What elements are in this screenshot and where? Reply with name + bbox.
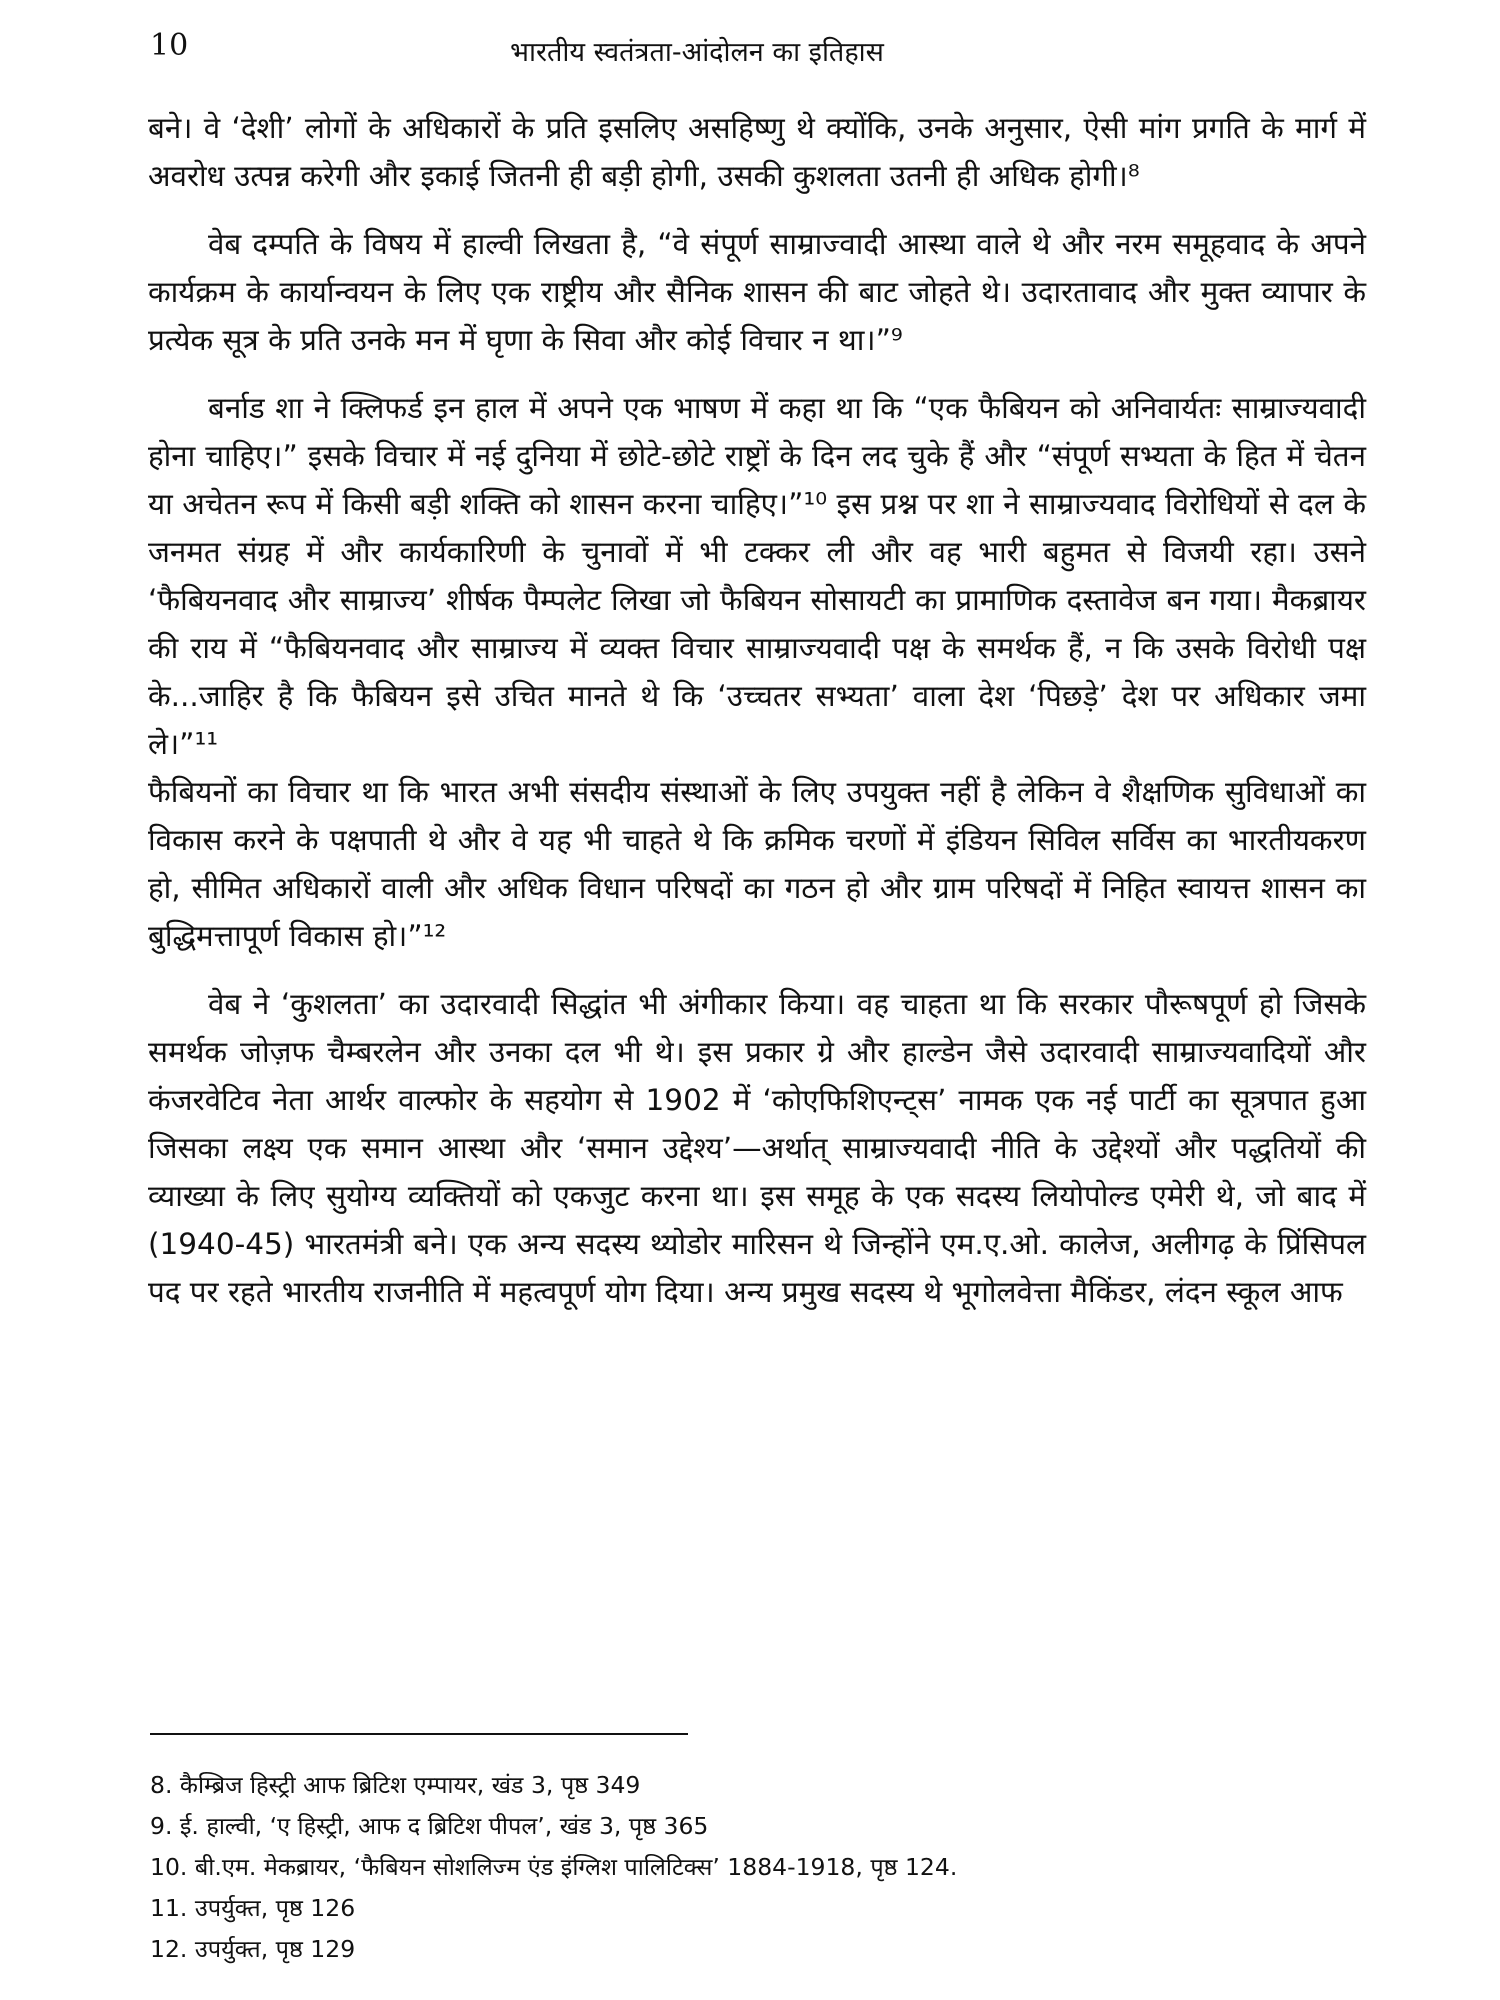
- paragraph-4: फैबियनों का विचार था कि भारत अभी संसदीय संस्थाओं के लिए उपयुक्त नहीं है लेकिन वे शैक्षणिक सुविधाओं का विकास करने के पक्षपाती थे और वे यह भी चाहते थे कि क्रमिक चरणों में इंडियन सिविल सर्विस का भारतीयकरण हो, सीमित अधिकारों वाली और अधिक विधान परिषदों का गठन हो और ग्राम परिषदों में निहित स्वायत्त शासन का बुद्धिमत्तापूर्ण विकास हो।”¹²: [148, 775, 1366, 953]
- paragraph-1: बने। वे ‘देशी’ लोगों के अधिकारों के प्रति इसलिए असहिष्णु थे क्योंकि, उनके अनुसार, ऐसी मांग प्रगति के मार्ग में अवरोध उत्पन्न करेगी और इकाई जितनी ही बड़ी होगी, उसकी कुशलता उतनी ही अधिक होगी।⁸: [148, 111, 1366, 193]
- footnote-12: 12. उपर्युक्त, पृष्ठ 129: [150, 1935, 356, 1963]
- footnotes: [150, 1765, 1366, 1970]
- body-text: [148, 104, 1366, 1336]
- footnote-9: 9. ई. हाल्वी, ‘ए हिस्ट्री, आफ द ब्रिटिश पीपल’, खंड 3, पृष्ठ 365: [150, 1812, 709, 1840]
- paragraph-5: वेब ने ‘कुशलता’ का उदारवादी सिद्धांत भी अंगीकार किया। वह चाहता था कि सरकार पौरूषपूर्ण हो जिसके समर्थक जोज़फ चैम्बरलेन और उनका दल भी थे। इस प्रकार ग्रे और हाल्डेन जैसे उदारवादी साम्राज्यवादियों और कंजरवेटिव नेता आर्थर वाल्फोर के सहयोग से 1902 में ‘कोएफिशिएन्ट्स’ नामक एक नई पार्टी का सूत्रपात हुआ जिसका लक्ष्य एक समान आस्था और ‘समान उद्देश्य’—अर्थात् साम्राज्यवादी नीति के उद्देश्यों और पद्धतियों की व्याख्या के लिए सुयोग्य व्यक्तियों को एकजुट करना था। इस समूह के एक सदस्य लियोपोल्ड एमेरी थे, जो बाद में (1940-45) भारतमंत्री बने। एक अन्य सदस्य थ्योडोर मारिसन थे जिन्होंने एम.ए.ओ. कालेज, अलीगढ़ के प्रिंसिपल पद पर रहते भारतीय राजनीति में महत्वपूर्ण योग दिया। अन्य प्रमुख सदस्य थे भूगोलवेत्ता मैकिंडर, लंदन स्कूल आफ: [148, 987, 1366, 1309]
- footnote-8: 8. कैम्ब्रिज हिस्ट्री आफ ब्रिटिश एम्पायर, खंड 3, पृष्ठ 349: [150, 1771, 641, 1799]
- paragraph-3: बर्नाड शा ने क्लिफर्ड इन हाल में अपने एक भाषण में कहा था कि “एक फैबियन को अनिवार्यतः साम्राज्यवादी होना चाहिए।” इसके विचार में नई दुनिया में छोटे-छोटे राष्ट्रों के दिन लद चुके हैं और “संपूर्ण सभ्यता के हित में चेतन या अचेतन रूप में किसी बड़ी शक्ति को शासन करना चाहिए।”¹⁰ इस प्रश्न पर शा ने साम्राज्यवाद विरोधियों से दल के जनमत संग्रह में और कार्यकारिणी के चुनावों में भी टक्कर ली और वह भारी बहुमत से विजयी रहा। उसने ‘फैबियनवाद और साम्राज्य’ शीर्षक पैम्पलेट लिखा जो फैबियन सोसायटी का प्रामाणिक दस्तावेज बन गया। मैकब्रायर की राय में “फैबियनवाद और साम्राज्य में व्यक्त विचार साम्राज्यवादी पक्ष के समर्थक हैं, न कि उसके विरोधी पक्ष के...जाहिर है कि फैबियन इसे उचित मानते थे कि ‘उच्चतर सभ्यता’ वाला देश ‘पिछड़े’ देश पर अधिकार जमा ले।”¹¹: [148, 391, 1366, 761]
- running-title: भारतीय स्वतंत्रता-आंदोलन का इतिहास: [510, 37, 884, 68]
- footnote-divider: [150, 1733, 688, 1735]
- page-number: 10: [150, 28, 189, 63]
- footnote-11: 11. उपर्युक्त, पृष्ठ 126: [150, 1894, 356, 1922]
- paragraph-2: वेब दम्पति के विषय में हाल्वी लिखता है, “वे संपूर्ण साम्राज्वादी आस्था वाले थे और नरम समूहवाद के अपने कार्यक्रम के कार्यान्वयन के लिए एक राष्ट्रीय और सैनिक शासन की बाट जोहते थे। उदारतावाद और मुक्त व्यापार के प्रत्येक सूत्र के प्रति उनके मन में घृणा के सिवा और कोई विचार न था।”⁹: [148, 227, 1366, 357]
- footnote-10: 10. बी.एम. मेकब्रायर, ‘फैबियन सोशलिज्म एंड इंग्लिश पालिटिक्स’ 1884-1918, पृष्ठ 124.: [150, 1853, 958, 1881]
